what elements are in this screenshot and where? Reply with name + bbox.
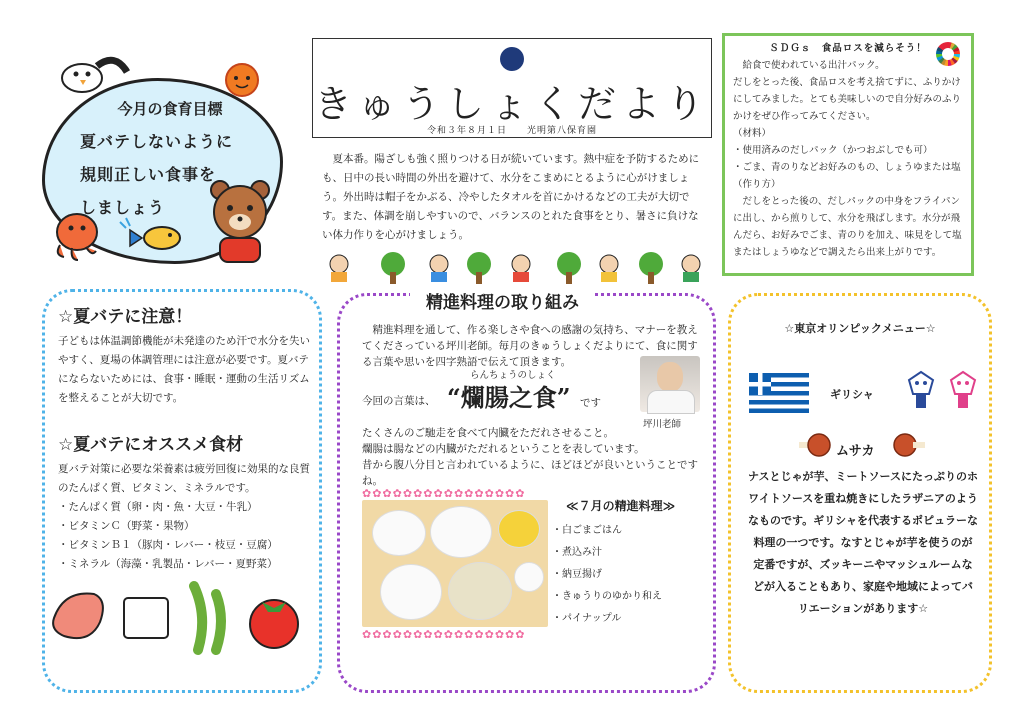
kids-playing-illustration — [325, 250, 705, 284]
plate — [372, 510, 426, 556]
recommend-body — [58, 460, 310, 574]
menu-item: ・納豆揚げ — [552, 569, 602, 580]
tree-icon — [381, 252, 405, 284]
recommend-title: ☆夏バテにオススメ食材 — [58, 435, 244, 455]
kid-icon — [682, 255, 700, 282]
sdgs-box — [722, 33, 974, 276]
goal-line: 規則正しい食事を — [80, 165, 217, 184]
sdgs-line: ・ごま、青のりなどお好みのもの、しょうゆまたは塩 — [733, 162, 961, 173]
word-description — [362, 425, 702, 489]
sdgs-line: （材料） — [733, 128, 772, 139]
desc-line: たくさんのご馳走を食べて内臓をただれさせること。 — [362, 427, 614, 439]
menu-item: ・パイナップル — [552, 613, 622, 624]
greece-flag-icon — [749, 373, 809, 413]
plate — [448, 562, 512, 620]
school-logo-icon — [500, 47, 524, 71]
menu-list — [552, 520, 662, 630]
teacher-caption: 坪川老師 — [643, 419, 682, 430]
bird-icon — [62, 60, 127, 92]
sdgs-line: （作り方） — [733, 179, 781, 190]
menu-item: ・煮込み汁 — [552, 547, 602, 558]
food-illustrations — [48, 578, 314, 658]
goal-line: 夏バテしないように — [80, 132, 234, 151]
kid-icon — [430, 255, 448, 282]
edamame-icon — [194, 586, 221, 650]
fish-icon — [120, 218, 180, 249]
meat-icon — [53, 594, 103, 639]
newsletter-header — [312, 38, 712, 138]
sdgs-line: 給食で使われている出汁パック。 — [733, 60, 885, 71]
mascot-icon — [948, 370, 978, 410]
recommend-line: ・ミネラル（海藻・乳製品・レバー・夏野菜） — [58, 558, 278, 570]
teacher-head — [657, 362, 683, 392]
goal-heading: 今月の食育目標 — [117, 100, 223, 118]
meat-icon — [893, 432, 927, 458]
flower-border: ✿✿✿✿✿✿✿✿✿✿✿✿✿✿✿✿ — [362, 487, 526, 500]
kid-icon — [512, 255, 530, 282]
word-prefix: 今回の言葉は、 — [362, 395, 436, 407]
word-reading: らんちょうのしょく — [470, 370, 556, 381]
recommend-line: 夏バテ対策に必要な栄養素は疲労回復に効果的な良質のたんぱく質、ビタミン、ミネラルです。 — [58, 463, 310, 494]
menu-title: ≪７月の精進料理≫ — [566, 499, 676, 513]
yojijukugo-word: “爛腸之食” — [447, 383, 571, 412]
menu-item: ・きゅうりのゆかり和え — [552, 591, 662, 602]
tree-icon — [639, 252, 663, 284]
sdgs-line: だしをとった後、食品ロスを考え捨てずに、ふりかけにしてみました。とても美味しいので自分好みのふりかけをぜひ作ってみてください。 — [733, 77, 962, 122]
recommend-line: ・ビタミンＣ（野菜・果物） — [58, 520, 195, 532]
sdgs-wheel-icon — [936, 42, 960, 66]
sdgs-line: ・使用済みのだしパック（かつおぶしでも可） — [733, 145, 933, 156]
natsubate-title: ☆夏バテに注意！ — [58, 307, 193, 327]
country-name: ギリシャ — [830, 388, 874, 401]
monthly-goal — [80, 90, 260, 218]
plate — [380, 564, 442, 620]
dish-description: ナスとじゃが芋、ミートソースにたっぷりのホワイトソースを重ね焼きにしたラザニアのようなものです。ギリシャを代表するポピュラーな料理の一つです。なすとじゃが芋を使うのが定番ですが、ズッキーニやマッシュルームなどが入ることもあり、家庭や地域によってバリエーションがあります☆ — [748, 470, 979, 615]
word-suffix: です — [580, 397, 601, 409]
tofu-icon — [124, 598, 168, 638]
dish-name: ムサカ — [836, 444, 875, 459]
shojin-intro: 精進料理を通して、作る楽しさや食への感謝の気持ち、マナーを教えてくださっている坪川老師。毎月のきゅうしょくだよりにて、食に関する言葉や思いを四字熟語で伝えて頂きます。 — [362, 324, 698, 368]
goal-line: しましょう — [80, 198, 166, 217]
mascot-icon — [906, 370, 936, 410]
issue-date: 令和３年８月１日 光明第八保育園 — [426, 126, 597, 136]
sdgs-title: ＳＤＧｓ 食品ロスを減らそう！ — [769, 43, 927, 54]
tree-icon — [467, 252, 491, 284]
tree-icon — [557, 252, 581, 284]
plate — [498, 510, 540, 548]
tomato-icon — [250, 600, 298, 648]
recommend-line: ・たんぱく質（卵・肉・魚・大豆・牛乳） — [58, 501, 258, 513]
natsubate-body: 子どもは体温調節機能が未発達のため汗で水分を失いやすく、夏場の体調管理には注意が必要です。夏バテにならないためには、食事・睡眠・運動の生活リズムを整えることが大切です。 — [58, 335, 310, 404]
meal-photo — [362, 500, 548, 627]
desc-line: 昔から腹八分目と言われているように、ほどほどが良いということですね。 — [362, 459, 698, 487]
desc-line: 爛腸は腸などの内臓がただれるということを表しています。 — [362, 443, 645, 455]
sdgs-line: だしをとった後の、だしパックの中身をフライパンに出し、から煎りして、水分を飛ばします。水分が飛んだら、お好みでごま、青のりを加え、味見をして塩またはしょうゆなどで調えたら出来上がりです。 — [733, 196, 962, 258]
octopus-icon — [57, 214, 97, 260]
plate — [514, 562, 544, 592]
shojin-title: 精進料理の取り組み — [410, 288, 595, 313]
menu-item: ・白ごまごはん — [552, 525, 622, 536]
recommend-line: ・ビタミンＢ１（豚肉・レバー・枝豆・豆腐） — [58, 539, 278, 551]
intro-paragraph: 夏本番。陽ざしも強く照りつける日が続いています。熱中症を予防するためにも、日中の長い時間の外出を避けて、水分をこまめにとるように心がけましょう。外出時は帽子をかぶる、冷やしたタオルを首にかけるなどの工夫が大切です。また、体調を崩しやすいので、バランスのとれた食事をとり、暑さに負けない体力作りを心がけましょう。 — [322, 153, 700, 241]
page-title: きゅうしょくだより — [313, 82, 710, 126]
kid-icon — [600, 255, 618, 282]
kid-icon — [330, 255, 348, 282]
olympic-title: ☆東京オリンピックメニュー☆ — [784, 322, 936, 335]
plate — [430, 506, 492, 558]
teacher-body — [647, 390, 695, 414]
flower-border: ✿✿✿✿✿✿✿✿✿✿✿✿✿✿✿✿ — [362, 628, 526, 641]
meat-icon — [797, 432, 831, 458]
